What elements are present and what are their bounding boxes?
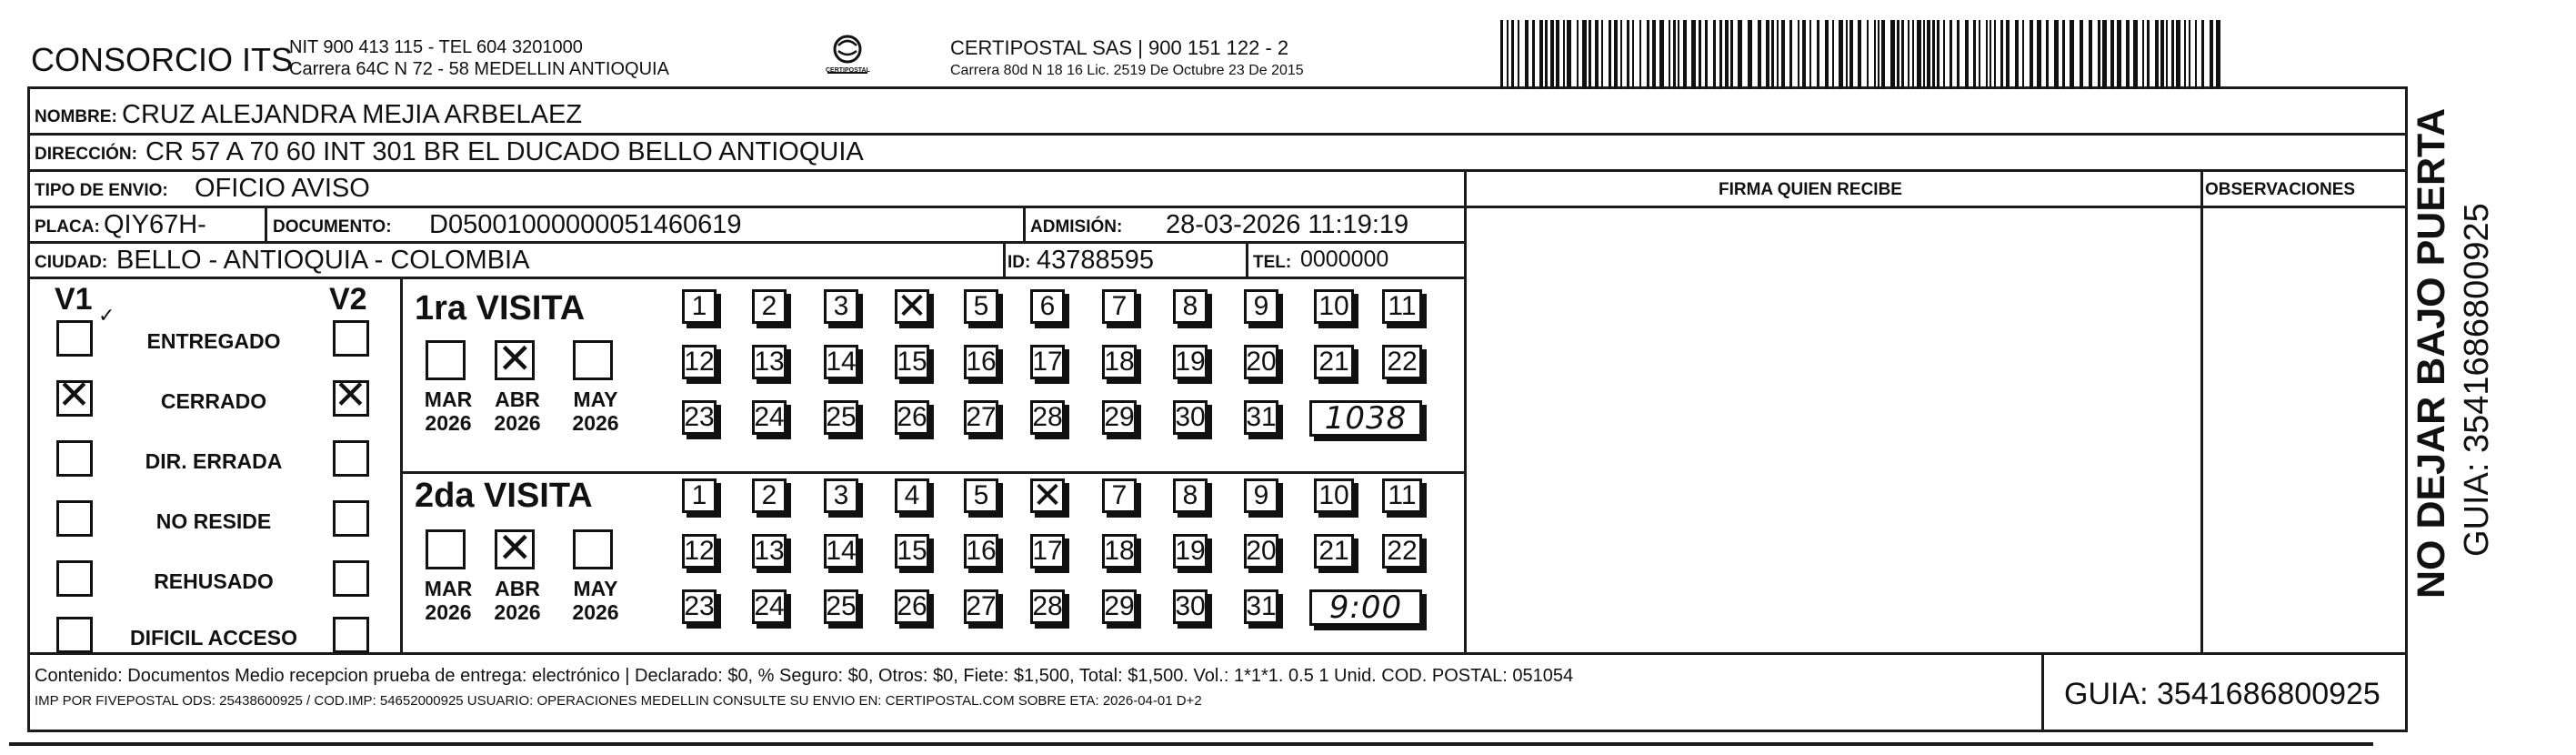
status-label: ENTREGADO: [146, 329, 281, 353]
handwritten-time: 9:00: [1328, 589, 1403, 626]
day-box[interactable]: 8: [1173, 289, 1208, 324]
barcode: [1500, 20, 2228, 89]
col-line-id: [1003, 241, 1006, 277]
day-box[interactable]: 25: [824, 589, 858, 624]
v1-checkbox[interactable]: [56, 372, 93, 418]
day-box[interactable]: 7: [1102, 478, 1137, 513]
day-box[interactable]: 13: [752, 345, 787, 379]
documento-label: DOCUMENTO:: [273, 217, 392, 237]
time-box[interactable]: [1309, 400, 1422, 437]
placa-value: QIY67H-: [104, 210, 206, 239]
no-dejar-bajo-puerta: NO DEJAR BAJO PUERTA: [2410, 107, 2453, 599]
month-checkbox[interactable]: [495, 523, 535, 572]
day-box[interactable]: 2: [752, 289, 787, 324]
x-mark: ✕: [497, 523, 533, 572]
x-mark: ✕: [334, 372, 367, 418]
row-line-3: [27, 206, 2408, 208]
day-box[interactable]: 26: [895, 589, 929, 624]
day-box[interactable]: 20: [1244, 345, 1278, 379]
company-name: CONSORCIO ITS: [31, 41, 294, 78]
status-label: REHUSADO: [154, 569, 274, 593]
day-box[interactable]: 31: [1244, 400, 1278, 435]
day-box[interactable]: 19: [1173, 534, 1208, 569]
month-label: MAR 2026: [424, 388, 473, 436]
company-address: Carrera 64C N 72 - 58 MEDELLIN ANTIOQUIA: [289, 59, 669, 79]
observaciones-header: OBSERVACIONES: [2205, 180, 2356, 199]
day-box[interactable]: 24: [752, 400, 787, 435]
day-box[interactable]: 27: [964, 589, 998, 624]
row-line-4: [27, 241, 1466, 244]
day-box[interactable]: 27: [964, 400, 998, 435]
day-box[interactable]: 5: [964, 478, 998, 513]
col-line-firma: [1464, 169, 1467, 652]
day-box[interactable]: 5: [964, 289, 998, 324]
v2-checkbox[interactable]: [333, 440, 369, 477]
tipo-envio-label: TIPO DE ENVIO:: [35, 181, 168, 200]
v1-header: V1: [55, 282, 93, 317]
x-mark: ✕: [897, 286, 927, 327]
day-box[interactable]: 23: [682, 589, 717, 624]
day-box[interactable]: 8: [1173, 478, 1208, 513]
x-mark: ✕: [57, 372, 91, 418]
day-box[interactable]: 23: [682, 400, 717, 435]
month-checkbox[interactable]: [426, 340, 466, 380]
day-box[interactable]: 17: [1030, 534, 1065, 569]
nombre-label: NOMBRE:: [35, 107, 117, 126]
v2-checkbox[interactable]: [333, 617, 369, 653]
day-box[interactable]: 16: [964, 534, 998, 569]
month-checkbox[interactable]: [426, 529, 466, 569]
admision-label: ADMISIÓN:: [1030, 217, 1123, 237]
delivery-form-frame: [27, 86, 2408, 732]
day-box[interactable]: 14: [824, 345, 858, 379]
day-box[interactable]: 17: [1030, 345, 1065, 379]
side-guia: GUIA: 3541686800925: [2458, 203, 2496, 557]
month-checkbox[interactable]: [573, 529, 613, 569]
documento-value: D05001000000051460619: [429, 210, 742, 239]
row-line-5: [27, 277, 1466, 279]
direccion-label: DIRECCIÓN:: [35, 145, 137, 164]
col-line-admision: [1023, 206, 1026, 241]
day-box[interactable]: 28: [1030, 400, 1065, 435]
day-box[interactable]: 6: [1030, 289, 1065, 324]
day-box[interactable]: 28: [1030, 589, 1065, 624]
day-box[interactable]: 25: [824, 400, 858, 435]
certipostal-logo: CERTIPOSTAL: [818, 33, 877, 84]
month-label: MAY 2026: [572, 388, 619, 436]
day-box[interactable]: 7: [1102, 289, 1137, 324]
status-label: DIR. ERRADA: [145, 449, 283, 473]
day-box[interactable]: [895, 286, 929, 327]
day-box[interactable]: 15: [895, 345, 929, 379]
courier-license: Carrera 80d N 18 16 Lic. 2519 De Octubre 23 De 2015: [950, 63, 1304, 78]
col-line-footer-guia: [2041, 652, 2044, 732]
day-box[interactable]: 29: [1102, 589, 1137, 624]
day-box[interactable]: 12: [682, 534, 717, 569]
direccion-value: CR 57 A 70 60 INT 301 BR EL DUCADO BELLO ANTIOQUIA: [145, 137, 864, 166]
month-checkbox[interactable]: [573, 340, 613, 380]
month-label: ABR 2026: [494, 577, 541, 625]
row-line-6: [400, 471, 1466, 474]
footer-guia: GUIA: 3541686800925: [2064, 677, 2381, 711]
day-box[interactable]: 20: [1244, 534, 1278, 569]
day-box[interactable]: 22: [1382, 345, 1422, 379]
visit2-title: 2da VISITA: [415, 477, 593, 515]
day-box[interactable]: 15: [895, 534, 929, 569]
day-box[interactable]: 21: [1314, 534, 1354, 569]
day-box[interactable]: 18: [1102, 534, 1137, 569]
time-box[interactable]: [1309, 589, 1422, 626]
day-box[interactable]: 13: [752, 534, 787, 569]
bottom-shadow-line: [9, 742, 2373, 746]
day-box[interactable]: 10: [1314, 478, 1354, 513]
footer-print-line: IMP POR FIVEPOSTAL ODS: 25438600925 / COD.IMP: 54652000925 USUARIO: OPERACIONES MEDELLIN CONSULTE SU ENVIO EN: CERTIPOSTAL.COM SOBRE ETA: 2026-04-01 D+2: [35, 693, 1202, 709]
day-box[interactable]: 22: [1382, 534, 1422, 569]
day-box[interactable]: 9: [1244, 289, 1278, 324]
col-line-tel: [1246, 241, 1248, 277]
x-mark: ✕: [497, 334, 533, 383]
v2-header: V2: [329, 282, 367, 317]
placa-label: PLACA:: [35, 217, 100, 237]
day-box[interactable]: 21: [1314, 345, 1354, 379]
day-box[interactable]: 29: [1102, 400, 1137, 435]
day-box[interactable]: 24: [752, 589, 787, 624]
v2-checkbox[interactable]: [333, 500, 369, 537]
firma-header: FIRMA QUIEN RECIBE: [1719, 180, 1902, 199]
day-box[interactable]: 9: [1244, 478, 1278, 513]
day-box[interactable]: 12: [682, 345, 717, 379]
month-label: MAR 2026: [424, 577, 473, 625]
day-box[interactable]: [1030, 475, 1065, 517]
v1-checkbox[interactable]: [56, 320, 93, 357]
tel-label: TEL:: [1253, 253, 1292, 272]
col-line-placa: [265, 206, 267, 241]
day-box[interactable]: 31: [1244, 589, 1278, 624]
v1-checkbox[interactable]: [56, 500, 93, 537]
x-mark: ✕: [1032, 475, 1063, 517]
status-label: CERRADO: [160, 389, 267, 413]
v1-checkbox[interactable]: [56, 560, 93, 597]
ciudad-label: CIUDAD:: [35, 253, 108, 272]
day-box[interactable]: 30: [1173, 400, 1208, 435]
day-box[interactable]: 4: [895, 478, 929, 513]
day-box[interactable]: 11: [1382, 289, 1422, 324]
day-box[interactable]: 3: [824, 478, 858, 513]
col-line-observaciones: [2200, 169, 2203, 652]
v1-checkbox[interactable]: [56, 440, 93, 477]
status-label: NO RESIDE: [155, 509, 272, 533]
visit1-title: 1ra VISITA: [415, 289, 586, 327]
day-box[interactable]: 1: [682, 478, 717, 513]
month-checkbox[interactable]: [495, 334, 535, 383]
day-box[interactable]: 3: [824, 289, 858, 324]
day-box[interactable]: 18: [1102, 345, 1137, 379]
v2-checkbox[interactable]: [333, 372, 369, 418]
day-box[interactable]: 2: [752, 478, 787, 513]
id-label: ID:: [1007, 253, 1031, 272]
day-box[interactable]: 19: [1173, 345, 1208, 379]
tipo-envio-value: OFICIO AVISO: [195, 174, 370, 203]
day-box[interactable]: 16: [964, 345, 998, 379]
v1-checkbox[interactable]: [56, 617, 93, 653]
footer-content-line: Contenido: Documentos Medio recepcion prueba de entrega: electrónico | Declarado: $0, % Seguro: $0, Otros: $0, Fiete: $1,500, Total: $1,500. Vol.: 1*1*1. 0.5 1 Unid. COD. POSTAL: 051054: [35, 666, 1574, 686]
id-value: 43788595: [1037, 246, 1155, 275]
day-box[interactable]: 1: [682, 289, 717, 324]
day-box[interactable]: 30: [1173, 589, 1208, 624]
v2-checkbox[interactable]: [333, 560, 369, 597]
month-label: ABR 2026: [494, 388, 541, 436]
day-box[interactable]: 11: [1382, 478, 1422, 513]
col-line-v1: [400, 277, 403, 652]
day-box[interactable]: 26: [895, 400, 929, 435]
admision-value: 28-03-2026 11:19:19: [1166, 210, 1409, 239]
tick-mark: ✓: [98, 304, 115, 327]
company-nit: NIT 900 413 115 - TEL 604 3201000: [289, 37, 583, 57]
day-box[interactable]: 10: [1314, 289, 1354, 324]
ciudad-value: BELLO - ANTIOQUIA - COLOMBIA: [116, 246, 530, 275]
nombre-value: CRUZ ALEJANDRA MEJIA ARBELAEZ: [122, 100, 583, 129]
row-line-7: [27, 652, 2408, 655]
tel-value: 0000000: [1300, 247, 1389, 272]
row-line-2: [27, 169, 2408, 172]
day-box[interactable]: 14: [824, 534, 858, 569]
row-line-1: [27, 133, 2408, 136]
status-label: DIFICIL ACCESO: [129, 626, 297, 649]
month-label: MAY 2026: [572, 577, 619, 625]
v2-checkbox[interactable]: [333, 320, 369, 357]
handwritten-time: 1038: [1324, 400, 1408, 437]
courier-name: CERTIPOSTAL SAS | 900 151 122 - 2: [950, 36, 1289, 59]
